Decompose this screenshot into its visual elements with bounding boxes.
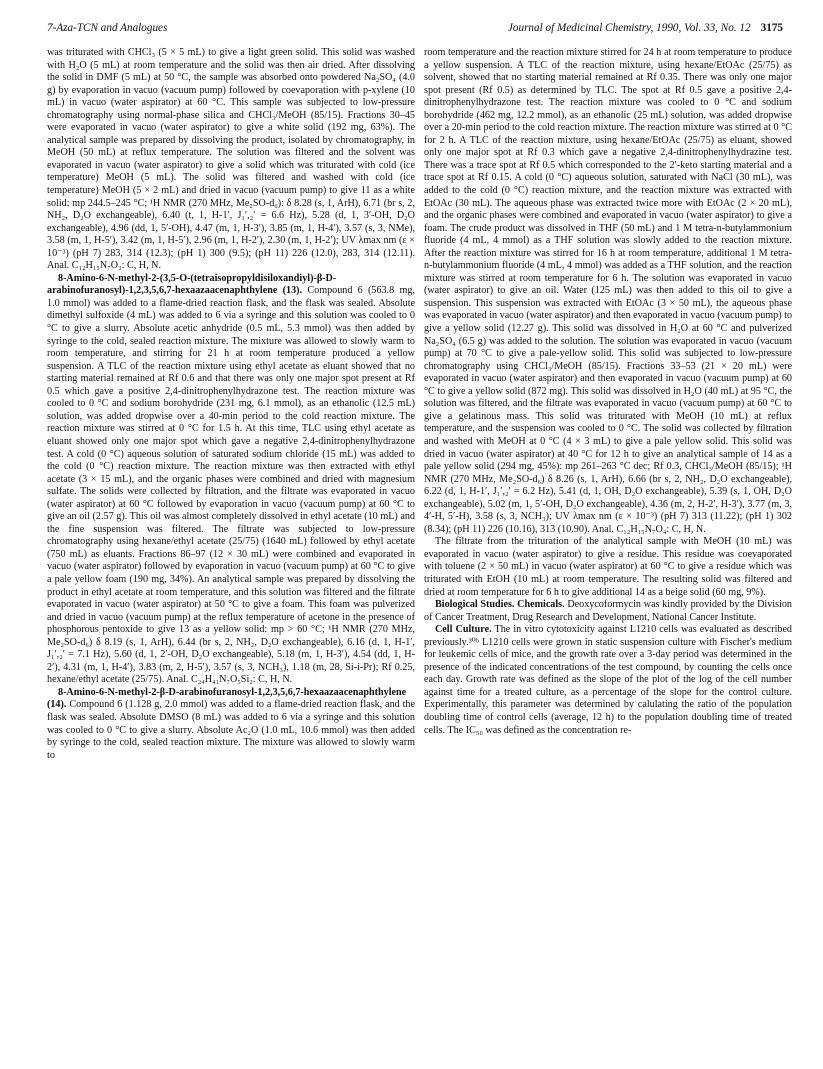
running-header bbox=[47, 22, 783, 42]
left-column bbox=[47, 47, 415, 1052]
compound-13-title: 8-Amino-6-N-methyl-2-(3,5-O-(tetraisopropyldisiloxandiyl)-β-D-arabinofuranosyl)-1,2,3,5,6,7-hexaazaacenaphthylene (13). bbox=[47, 272, 337, 297]
paragraph: room temperature and the reaction mixture stirred for 24 h at room temperature to produce a yellow suspension. A TLC of the reaction mixture, using hexane/EtOAc (25/75) as solvent, showed that no starting material remained at Rf 0.35. There was only one major spot present (Rf 0.5) as determined by TLC. The spot at Rf 0.5 gave a positive 2,4-dinitrophenylhydrazone test. The reaction mixture was cooled to 0 °C and sodium borohydride (462 mg, 12.2 mmol), as an ethanolic (25 mL) solution, was added dropwise over a 20-min period to the cold reaction mixture. The reaction mixture was stirred at 0 °C for 2 h. A TLC of the reaction mixture, using hexane/EtOAc (25/75) as eluant, showed only one major spot at Rf 0.3 which gave a negative 2,4-dinitrophenylhydrazine test. There was a trace spot at Rf 0.5 which corresponded to the 2′-keto starting material and a trace spot at Rf 0.15. A cold (0 °C) aqueous solution, saturated with NaCl (30 mL), was added to the cold (0 °C) reaction mixture, and the reaction mixture was extracted with EtOAc (30 mL). The aqueous phase was extracted twice more with EtOAc (2 × 20 mL), and the organic phases were combined and evaporated in vacuo (water aspirator) to give a foam. The crude product was dissolved in THF (50 mL) and 1 M tetra-n-butylammonium fluoride (4 mL, 4 mmol) as a THF solution was slowly added to the reaction mixture. After the reaction mixture was stirred for 16 h at room temperature, additional 1 M tetra-n-butylammonium fluoride (4 mL, 4 mmol) was added as a THF solution, and the reaction mixture was stirred at room temperature for 6 h. The solution was evaporated in vacuo (water aspirator) to give an oil. Water (125 mL) was then added to this oil to give a suspension. This suspension was extracted with EtOAc (3 × 50 mL), the aqueous phase was evaporated in vacuo (water aspirator) and then evaporated in vacuo (vacuum pump) to give a yellow solid (12.27 g). This solid was dissolved in H₂O at 60 °C and pulverized Na₂SO₄ (6.5 g) was added to the solution. The solution was evaporated in vacuo (vacuum pump) at 70 °C to give a pale-yellow solid. This solid was subjected to low-pressure chromatography using CHCl₃/MeOH (85/15). Fractions 33–53 (21 × 20 mL) were evaporated in vacuo (water aspirator) and then evaporated in vacuo (vacuum pump) at 60 °C to give a yellow solid (872 mg). This solid was dissolved in H₂O (40 mL) at 95 °C, the solution was filtered, and the filtrate was evaporated in vacuo (vacuum pump) at 60 °C to give a gelatinous mass. This solid was triturated with MeOH (10 mL) at reflux temperature, and the suspension was cooled to 0 °C. The solid was collected by filtration and washed with MeOH at 0 °C (4 × 3 mL) to give a pale yellow solid. This solid was dried in vacuo (water aspirator) at 40 °C for 12 h to give an analytical sample of 14 as a pale yellow solid (294 mg, 45%): mp 261–263 °C dec; Rf 0.3, CHCl₃/MeOH (85/15); ¹H NMR (270 MHz, Me₂SO-d₆) δ 8.26 (s, 1, ArH), 6.66 (br s, 2, NH₂, D₂O exchangeable), 6.22 (d, 1, H-1′, J₁′,₂′ = 6.2 Hz), 5.41 (d, 1, OH, D₂O exchangeable), 5.39 (s, 1, OH, D₂O exchangeable), 5.02 (m, 1, 5′-OH, D₂O exchangeable), 4.36 (m, 2, H-2′, H-3′), 3.77 (m, 3, 4′-H, 5′-H), 3.58 (s, 3, NCH₃); UV λmax nm (ε × 10⁻³) (pH 7) 313 (11.22); (pH 1) 302 (8.34); (pH 11) 226 (10.16), 313 (10.90). Anal. C₁₂H₁₅N₇O₄: C, H, N. bbox=[424, 47, 792, 535]
cell-culture-paragraph bbox=[424, 624, 792, 737]
section-text: Deoxycoformycin was kindly provided by the Division of Cancer Treatment, Drug Research and Development, National Cancer Institute. bbox=[424, 599, 792, 623]
page-number: 3175 bbox=[760, 22, 783, 34]
compound-13-paragraph bbox=[47, 273, 415, 687]
running-title: 7-Aza-TCN and Analogues bbox=[47, 22, 168, 34]
section-heading: Biological Studies. Chemicals. bbox=[435, 599, 565, 611]
section-text: The in vitro cytotoxicity against L1210 cells was evaluated as described previously.³⁰ᵇ L1210 cells were grown in static suspension culture with Fischer's medium for leukemic cells of mice, and the growth rate over a 3-day period was determined in the presence of the indicated concentrations of the test compound, by counting the cells once each day. Growth rate was defined as the slope of the plot of the log of the cell number against time for a treated culture, as a percentage of the slope for the control culture. Experimentally, this parameter was determined by calulating the ratio of the population doubling time of control cells (average, 12 h) to the population doubling time of treated cells. The IC₅₀ was defined as the concentration re- bbox=[424, 624, 792, 736]
right-column bbox=[424, 47, 792, 1052]
compound-13-text: Compound 6 (563.8 mg, 1.0 mmol) was added to a flame-dried reaction flask, and the flask was sealed. Absolute dimethyl sulfoxide (4 mL) was added to 6 via a syringe and this solution was cooled to 0 °C to give a slurry. Absolute acetic anhydride (0.5 mL, 5.3 mmol) was then added by syringe to the cold, sealed reaction mixture. The mixture was allowed to slowly warm to room temperature, and stirring for 21 h at room temperature produced a yellow suspension. A TLC of the reaction mixture using ethyl acetate as eluant showed that no starting material remained at Rf 0.6 and that there was only one major spot present at Rf 0.5 which gave a positive 2,4-dinitrophenylhydrazone test. The reaction mixture was cooled to 0 °C and sodium borohydride (231 mg, 6.1 mmol), as an ethanolic (12.5 mL) solution, was added dropwise over a 40-min period to the cold reaction mixture. The reaction mixture was stirred at 0 °C for 1.5 h. At this time, TLC using ethyl acetate as eluant showed only one major spot which gave a negative 2,4-dinitrophenylhydrazone test. A cold (0 °C) aqueous solution of saturated sodium chloride (15 mL) was added to the cold (0 °C) reaction mixture. The reaction mixture was then extracted with ethyl acetate (3 × 15 mL), and the organic phases were combined and dried with magnesium sulfate. The solids were collected by filtration, and the filtrate was evaporated in vacuo (water aspirator) at 60 °C followed by evaporation in vacuo (vacuum pump) at 60 °C to give an oil (2.57 g). This oil was almost completely dissolved in ethyl acetate (10 mL) and the fine suspension was filtered. The filtrate was subjected to low-pressure chromatography using hexane/ethyl acetate (25/75) (1640 mL) followed by ethyl acetate (750 mL) as eluants. Fractions 86–97 (12 × 30 mL) were combined and evaporated in vacuo (water aspirator) followed by evaporation in vacuo (vacuum pump) at 60 °C to give a pale yellow foam (190 mg, 34%). An analytical sample was prepared by dissolving the product in ethyl acetate at room temperature, and this solution was filtered and the filtrate evaporated in vacuo (water aspirator) at 50 °C to give a foam. This foam was pulverized and dried in vacuo (vacuum pump) at the reflux temperature of acetone in the presence of phosphorous pentoxide to give 13 as a yellow solid: mp > 60 °C; ¹H NMR (270 MHz, Me₂SO-d₆) δ 8.19 (s, 1, ArH), 6.44 (br s, 2, NH₂, D₂O exchangeable), 6.16 (d, 1, H-1′, J₁′,₂′ = 7.1 Hz), 5.60 (d, 1, 2′-OH, D₂O exchangeable), 5.18 (m, 1, H-3′), 4.54 (dd, 1, H-2′), 4.31 (m, 1, H-4′), 3.83 (m, 2, H-5′), 3.57 (s, 3, NCH₃), 1.18 (m, 28, Si-i-Pr); Rf 0.25, hexane/ethyl acetate (25/75). Anal. C₂₄H₄₁N₇O₅Si₂: C, H, N. bbox=[47, 285, 415, 686]
compound-14-title: 8-Amino-6-N-methyl-2-β-D-arabinofuranosyl-1,2,3,5,6,7-hexaazaacenaphthylene (14). bbox=[47, 686, 407, 711]
paragraph: was triturated with CHCl₃ (5 × 5 mL) to give a light green solid. This solid was washed with H₂O (5 mL) at room temperature and the solid was then air dried. After dissolving the solid in DMF (5 mL) at 50 °C, the sample was absorbed onto powdered Na₂SO₄ (4.0 g) by evaporation in vacuo (vacuum pump) followed by coevaporation with p-xylene (10 mL) in vacuo (water aspirator) at 60 °C. This sample was subjected to low-pressure chromatography using normal-phase silica and CHCl₃/MeOH (85/15). Fractions 30–45 were evaporated in vacuo (water aspirator) to give a white solid (192 mg, 63%). The analytical sample was prepared by dissolving the product, isolated by chromatography, in MeOH (50 mL) at reflux temperature. The solution was filtered and the solvent was evaporated in vacuo (water aspirator) to give a solid which was triturated with cold (ice temperature) MeOH (5 mL). The solid was filtered and washed with cold (ice temperature) MeOH (5 × 2 mL) and dried in vacuo (vacuum pump) to give 11 as a white solid: mp 244.5–245 °C; ¹H NMR (270 MHz, Me₂SO-d₆): δ 8.28 (s, 1, ArH), 6.71 (br s, 2, NH₂, D₂O exchangeable), 6.40 (t, 1, H-1′, J₁′,₂′ = 6.6 Hz), 5.28 (d, 1, 3′-OH, D₂O exchangeable), 4.96 (dd, 1, 5′-OH), 4.47 (m, 1, H-3′), 3.85 (m, 1, H-4′), 3.57 (s, 3, NMe), 3.58 (m, 1, H-5′), 3.42 (m, 1, H-5′), 2.96 (m, 1, H-2′), 2.30 (m, 1, H-2′); UV λmax nm (ε × 10⁻³) (pH 7) 283, 314 (12.3); (pH 1) 300 (9.5); (pH 11) 226 (12.0), 283, 314 (12.11). Anal. C₁₂H₁₅N₇O₃: C, H, N. bbox=[47, 47, 415, 272]
journal-name: Journal of Medicinal Chemistry, 1990, Vol. 33, No. 12 bbox=[507, 22, 751, 34]
paragraph: The filtrate from the trituration of the analytical sample with MeOH (10 mL) was evaporated in vacuo (water aspirator) to give a residue. This residue was coevaporated with toluene (2 × 50 mL) in vacuo (water aspirator) at 60 °C to give a residue which was triturated with EtOH (10 mL) at room temperature. The resulting solid was filtered and dried at room temperature for 6 h to give additional 14 as a beige solid (60 mg, 9%). bbox=[424, 536, 792, 598]
biological-studies-paragraph bbox=[424, 599, 792, 624]
compound-14-text: Compound 6 (1.128 g, 2.0 mmol) was added to a flame-dried reaction flask, and the flask was sealed. Absolute DMSO (8 mL) was added to 6 via a syringe and this solution was cooled to 0 °C to give a slurry. Absolute Ac₂O (1.0 mL, 10.6 mmol) was then added by syringe to the cold, sealed reaction mixture. The mixture was allowed to slowly warm to bbox=[47, 699, 415, 761]
compound-14-paragraph bbox=[47, 687, 415, 762]
section-heading: Cell Culture. bbox=[435, 624, 492, 636]
journal-citation bbox=[508, 22, 783, 34]
